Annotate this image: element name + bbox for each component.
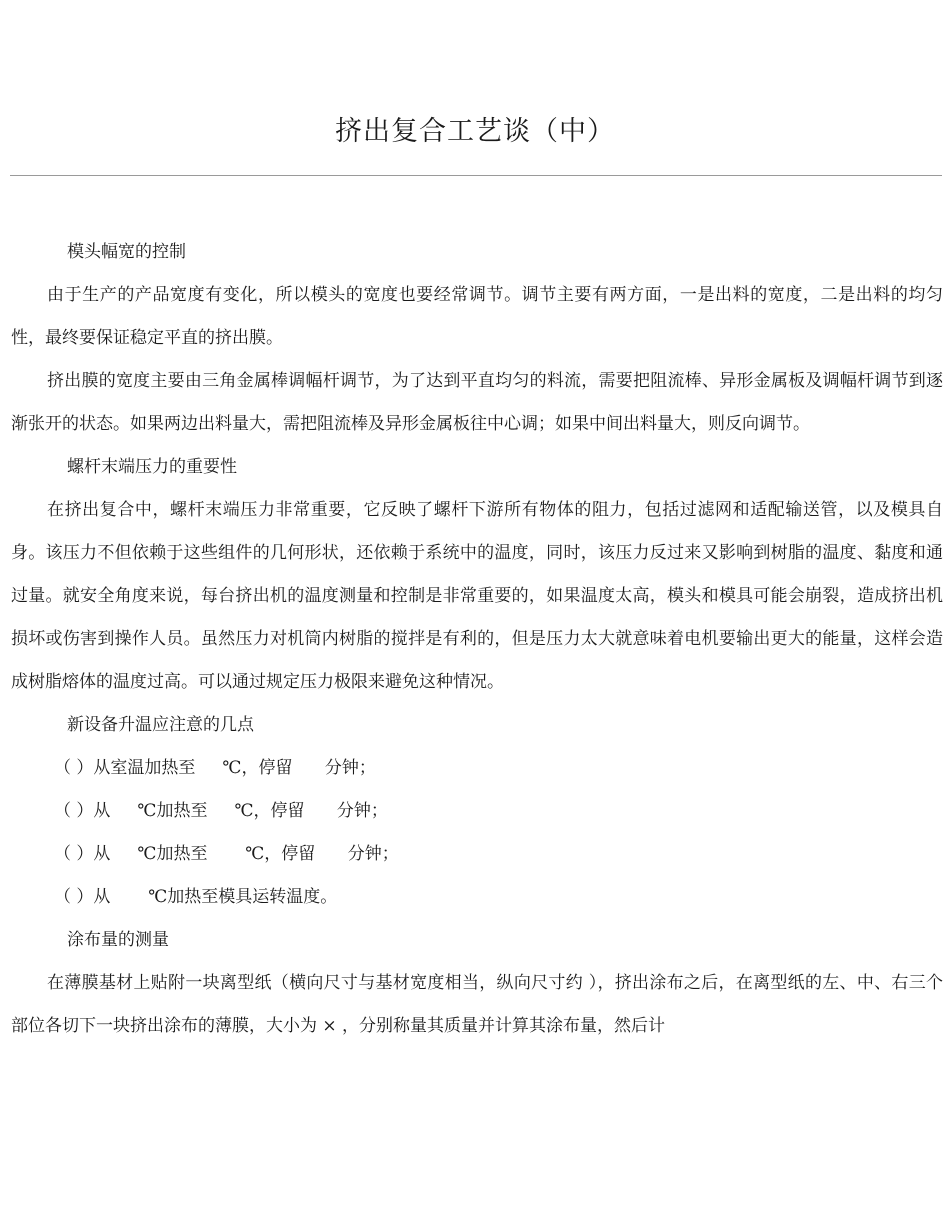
- document-body: [11, 231, 943, 1048]
- heating-step: （ ）从 ℃加热至 ℃，停留 分钟；: [54, 844, 399, 864]
- paragraph: 在薄膜基材上贴附一块离型纸（横向尺寸与基材宽度相当，纵向尺寸约 ），挤出涂布之后，在离型纸的左、中、右三个部位各切下一块挤出涂布的薄膜，大小为 × ，分别称量其质量并计算其涂布量，然后计: [11, 973, 943, 1036]
- section-heading: 涂布量的测量: [67, 930, 169, 950]
- heating-step: （ ）从 ℃加热至模具运转温度。: [54, 887, 338, 907]
- paragraph: 由于生产的产品宽度有变化，所以模头的宽度也要经常调节。调节主要有两方面，一是出料的宽度，二是出料的均匀性，最终要保证稳定平直的挤出膜。: [11, 285, 943, 348]
- heating-step: （ ）从室温加热至 ℃，停留 分钟；: [54, 758, 376, 778]
- section-heading: 新设备升温应注意的几点: [67, 715, 254, 735]
- title-divider: [10, 175, 942, 176]
- paragraph: 在挤出复合中，螺杆末端压力非常重要，它反映了螺杆下游所有物体的阻力，包括过滤网和适配输送管，以及模具自身。该压力不但依赖于这些组件的几何形状，还依赖于系统中的温度，同时，该压力反过来又影响到树脂的温度、黏度和通过量。就安全角度来说，每台挤出机的温度测量和控制是非常重要的，如果温度太高，模头和模具可能会崩裂，造成挤出机损坏或伤害到操作人员。虽然压力对机筒内树脂的搅拌是有利的，但是压力太大就意味着电机要输出更大的能量，这样会造成树脂熔体的温度过高。可以通过规定压力极限来避免这种情况。: [11, 500, 943, 692]
- paragraph: 挤出膜的宽度主要由三角金属棒调幅杆调节，为了达到平直均匀的料流，需要把阻流棒、异形金属板及调幅杆调节到逐渐张开的状态。如果两边出料量大，需把阻流棒及异形金属板往中心调；如果中间出料量大，则反向调节。: [11, 371, 943, 434]
- section-heading: 模头幅宽的控制: [67, 242, 186, 262]
- section-heading: 螺杆末端压力的重要性: [67, 457, 237, 477]
- heating-step: （ ）从 ℃加热至 ℃，停留 分钟；: [54, 801, 388, 821]
- document-title: 挤出复合工艺谈（中）: [335, 116, 615, 147]
